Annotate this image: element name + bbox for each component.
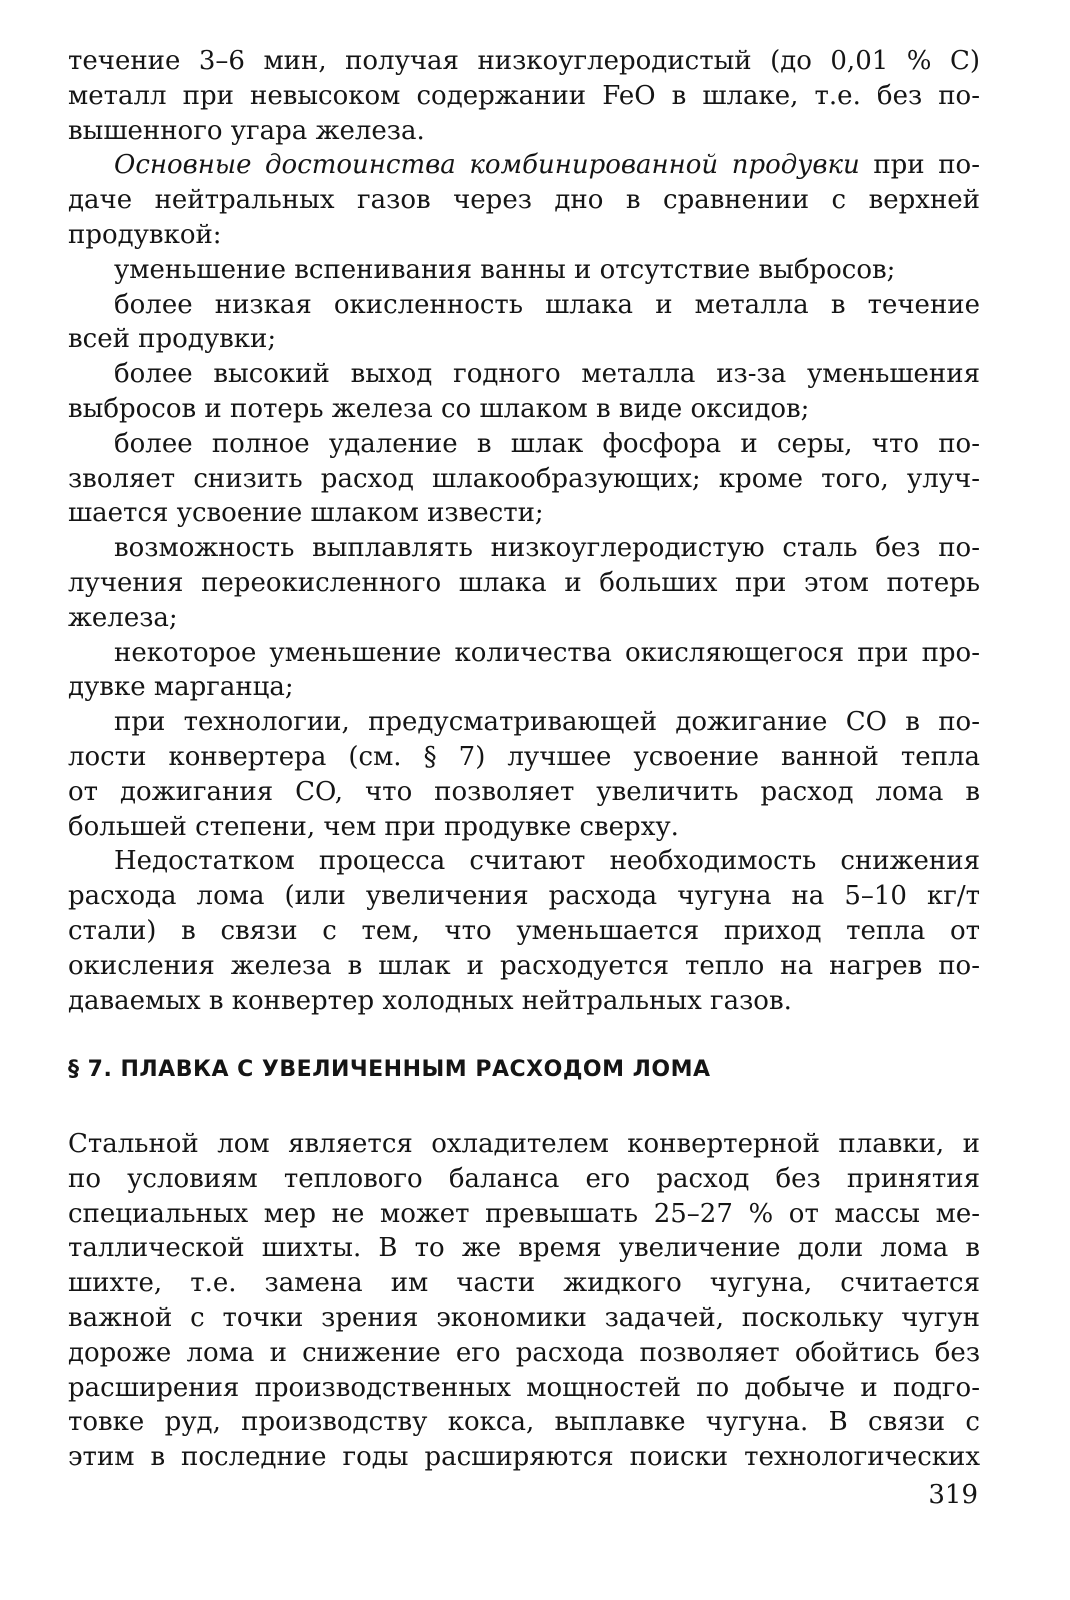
advantages-list — [68, 253, 980, 845]
text-line: продувкой: — [68, 219, 222, 250]
text-line: от дожигания CO, что позволяет увеличить расход лома в — [68, 776, 980, 807]
text-line: течение 3–6 мин, получая низкоуглеродистый (до 0,01 % C) — [68, 46, 980, 76]
list-item — [68, 427, 980, 531]
text-line: этим в последние годы расширяются поиски технологических — [68, 1442, 980, 1473]
section-heading: § 7. ПЛАВКА С УВЕЛИЧЕННЫМ РАСХОДОМ ЛОМА — [68, 1057, 711, 1082]
text-line: шается усвоение шлаком извести; — [68, 498, 544, 529]
text-line — [68, 148, 980, 183]
text-line: более низкая окисленность шлака и металла в течение — [114, 289, 980, 320]
text-line: даваемых в конвертер холодных нейтральных газов. — [68, 985, 792, 1016]
list-item — [68, 357, 980, 427]
list-item — [68, 531, 980, 635]
text-line: Стальной лом является охладителем конвертерной плавки, и — [68, 1129, 980, 1159]
text-line: выбросов и потерь железа со шлаком в виде оксидов; — [68, 393, 810, 424]
section-paragraph — [68, 1127, 980, 1475]
text-line: шихте, т.е. замена им части жидкого чугуна, считается — [68, 1268, 980, 1299]
paragraph-drawback — [68, 844, 980, 1018]
text-line: таллической шихты. В то же время увеличение доли лома в — [68, 1233, 980, 1264]
italic-lead: Основные достоинства комбинированной продувки — [114, 150, 860, 181]
text-line: товке руд, производству кокса, выплавке чугуна. В связи с — [68, 1407, 980, 1438]
text-line: дувке марганца; — [68, 672, 294, 703]
text-line: лости конвертера (см. § 7) лучшее усвоение ванной тепла — [68, 741, 980, 772]
paragraph-advantages-intro — [68, 148, 980, 252]
text-line: железа; — [68, 602, 178, 633]
text-line: вышенного угара железа. — [68, 115, 425, 146]
text-line: более полное удаление в шлак фосфора и серы, что по- — [114, 428, 980, 459]
text-line: дороже лома и снижение его расхода позволяет обойтись без — [68, 1337, 980, 1368]
text-line: окисления железа в шлак и расходуется тепло на нагрев по- — [68, 950, 980, 981]
text-line: по условиям теплового баланса его расход без принятия — [68, 1163, 980, 1194]
list-item — [68, 705, 980, 844]
text-line: уменьшение вспенивания ванны и отсутствие выбросов; — [114, 254, 896, 285]
text-line: всей продувки; — [68, 324, 277, 355]
text-line: металл при невысоком содержании FeO в шлаке, т.е. без по- — [68, 80, 980, 111]
paragraph-continuation — [68, 44, 980, 148]
text-line: расхода лома (или увеличения расхода чугуна на 5–10 кг/т — [68, 881, 980, 912]
text-line: лучения переокисленного шлака и больших при этом потерь — [68, 567, 980, 598]
text-line: важной с точки зрения экономики задачей, поскольку чугун — [68, 1302, 980, 1333]
text-fragment: при по- — [859, 150, 980, 181]
text-line: Недостатком процесса считают необходимость снижения — [114, 846, 980, 877]
text-line: при технологии, предусматривающей дожигание CO в по- — [114, 707, 980, 738]
list-item — [68, 288, 980, 358]
text-line: более высокий выход годного металла из-за уменьшения — [114, 359, 980, 390]
text-line: стали) в связи с тем, что уменьшается приход тепла от — [68, 915, 980, 946]
text-line: большей степени, чем при продувке сверху. — [68, 811, 679, 842]
list-item — [68, 253, 980, 288]
list-item — [68, 636, 980, 706]
text-line: некоторое уменьшение количества окисляющегося при про- — [114, 637, 980, 668]
main-text — [68, 44, 980, 1018]
text-line: расширения производственных мощностей по добыче и подго- — [68, 1372, 980, 1403]
text-line: зволяет снизить расход шлакообразующих; кроме того, улуч- — [68, 463, 980, 494]
page-number: 319 — [928, 1480, 978, 1510]
text-line: возможность выплавлять низкоуглеродистую сталь без по- — [114, 533, 980, 564]
text-line: специальных мер не может превышать 25–27 % от массы ме- — [68, 1198, 980, 1229]
text-line: даче нейтральных газов через дно в сравнении с верхней — [68, 185, 980, 216]
